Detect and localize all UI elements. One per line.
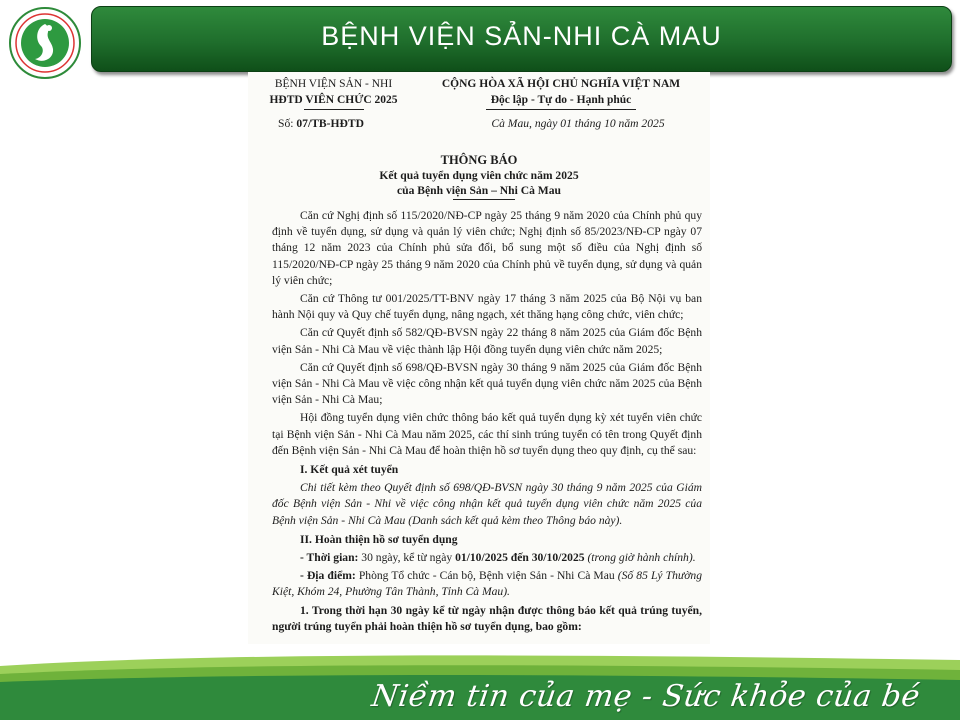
document-title: THÔNG BÁO xyxy=(440,153,518,167)
footer-slogan: Niềm tin của mẹ - Sức khỏe của bé xyxy=(369,679,923,714)
org-header xyxy=(256,76,411,110)
nation-header xyxy=(420,76,702,110)
scanned-document xyxy=(248,72,710,644)
section-heading-2: II. Hoàn thiện hồ sơ tuyển dụng xyxy=(300,532,458,546)
document-subtitle-1: Kết quả tuyển dụng viên chức năm 2025 xyxy=(379,169,579,182)
header-banner xyxy=(91,6,952,72)
nation-name: CỘNG HÒA XÃ HỘI CHỦ NGHĨA VIỆT NAM xyxy=(441,78,681,90)
nation-motto: Độc lập - Tự do - Hạnh phúc xyxy=(490,94,632,107)
document-body xyxy=(272,208,702,637)
document-date: Cà Mau, ngày 01 tháng 10 năm 2025 xyxy=(491,117,665,130)
paragraph-announcement: Hội đồng tuyển dụng viên chức thông báo kết quả tuyển dụng kỳ xét tuyển viên chức tại Bệnh viện Sản - Nhi Cà Mau năm 2025, các thí sinh trúng tuyển có tên trong Quyết định đến Bệnh viện Sản - Nhi Cà Mau để hoàn thiện hồ sơ tuyển dụng theo quy định, cụ thể sau: xyxy=(272,411,702,457)
paragraph-legal-basis-2: Căn cứ Thông tư 001/2025/TT-BNV ngày 17 tháng 3 năm 2025 của Bộ Nội vụ ban hành Nội quy và Quy chế tuyển dụng, nâng ngạch, xét thăng hạng công chức, viên chức; xyxy=(272,292,702,322)
paragraph-legal-basis-1: Căn cứ Nghị định số 115/2020/NĐ-CP ngày 25 tháng 9 năm 2020 của Chính phủ quy định về tuyển dụng, sử dụng và quản lý viên chức; Nghị định số 85/2023/NĐ-CP ngày 07 tháng 12 năm 2023 của Chính phủ sửa đổi, bổ sung một số điều của Nghị định số 115/2020/NĐ-CP ngày 25 tháng 9 năm 2020 của Chính phủ về tuyển dụng, sử dụng và quản lý viên chức; xyxy=(272,209,702,287)
org-underline xyxy=(304,109,364,110)
place-line: - Địa điểm: Phòng Tổ chức - Cán bộ, Bệnh viện Sản - Nhi Cà Mau (Số 85 Lý Thường Kiệt, Khóm 24, Phường Tân Thành, Tỉnh Cà Mau). xyxy=(272,569,702,599)
document-number: Số: 07/TB-HĐTD xyxy=(278,117,365,130)
section-1-text: Chi tiết kèm theo Quyết định số 698/QĐ-BVSN ngày 30 tháng 9 năm 2025 của Giám đốc Bệnh viện Sản - Nhi về việc công nhận kết quả tuyển dụng viên chức năm 2025 của Bệnh viện Sản - Nhi Cà Mau (Danh sách kết quả kèm theo Thông báo này). xyxy=(272,481,702,527)
document-subtitle-2: của Bệnh viện Sản – Nhi Cà Mau xyxy=(397,184,561,197)
paragraph-legal-basis-4: Căn cứ Quyết định số 698/QĐ-BVSN ngày 30 tháng 9 năm 2025 của Giám đốc Bệnh viện Sản - Nhi Cà Mau về việc công nhận kết quả tuyển dụng viên chức năm 2025 của Bệnh viện Sản - Nhi Cà Mau; xyxy=(272,360,702,407)
subtitle-underline xyxy=(453,199,515,200)
org-name: BỆNH VIỆN SẢN - NHI xyxy=(274,78,393,90)
item-1: 1. Trong thời hạn 30 ngày kể từ ngày nhận được thông báo kết quả trúng tuyển, người trúng tuyển phải hoàn thiện hồ sơ tuyển dụng, bao gồm: xyxy=(272,603,702,633)
council-name: HĐTD VIÊN CHỨC 2025 xyxy=(269,94,398,107)
paragraph-legal-basis-3: Căn cứ Quyết định số 582/QĐ-BVSN ngày 22 tháng 8 năm 2025 của Giám đốc Bệnh viện Sản - Nhi Cà Mau về việc thành lập Hội đồng tuyển dụng viên chức năm 2025; xyxy=(272,326,702,356)
hospital-logo-icon xyxy=(8,6,82,80)
time-line: - Thời gian: 30 ngày, kể từ ngày 01/10/2025 đến 30/10/2025 (trong giờ hành chính). xyxy=(300,551,696,565)
page-title: BỆNH VIỆN SẢN-NHI CÀ MAU xyxy=(321,21,722,51)
motto-underline xyxy=(486,109,636,110)
section-heading-1: I. Kết quả xét tuyển xyxy=(300,463,399,477)
